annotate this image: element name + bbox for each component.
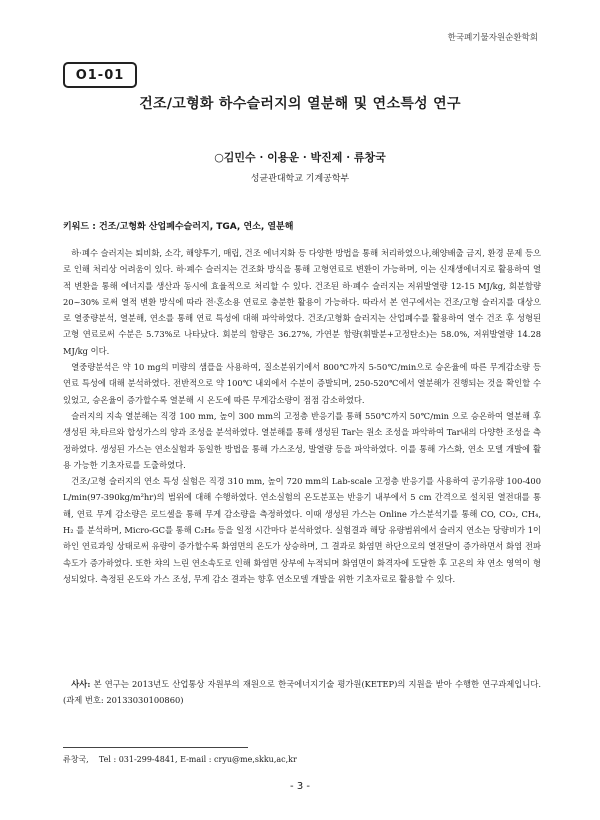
paragraph: 열중량분석은 약 10 mg의 미량의 샘플을 사용하여, 질소분위기에서 800℃까지 5-50℃/min으로 승온율에 따른 무게감소량 등 연료 특성에 대해 분석하였다. 전반적으로 약 100℃ 내외에서 수분이 증발되며, 250-520℃에서 열분해가 진행되는 것을 확인할 수 있었고, 승온율이 증가할수록 열분해 시 온도에 따른 무게감소량이 점점 감소하였다. [63, 362, 541, 405]
keywords: 키워드 : 건조/고형화 산업폐수슬러지, TGA, 연소, 열분해 [63, 222, 294, 232]
affiliation: 성균관대학교 기계공학부 [250, 174, 350, 184]
society-name: 한국폐기물자원순환학회 [447, 33, 538, 43]
corresponding-author-footnote: 류창국, Tel : 031-299-4841, E-mail : cryu@me,skku,ac,kr [63, 755, 297, 764]
paragraph: 하·폐수 슬러지는 퇴비화, 소각, 해양투기, 매립, 건조 에너지화 등 다양한 방법을 통해 처리하였으나,해양배출 금지, 환경 문제 등으로 인해 처리상 어려움이 있다. 하·폐수 슬러지는 건조화 방식을 통해 고형연료로 변환이 가능하며, 이는 신재생에너지로 활용하여 열적 변환을 통해 에너지를 생산과 동시에 효율적으로 처리할 수 있다. 건조된 하·폐수 슬러지는 저위발열량 12-15 MJ/kg, 회분함량 20~30% 로써 열적 변환 방식에 따라 전·혼소용 연료로 충분한 활용이 가능하다. 따라서 본 연구에서는 건조/고형 슬러지를 대상으로 열중량분석, 열분해, 연소를 통해 연료 특성에 대해 파악하였다. 건조/고형화 슬러지는 산업폐수를 활용하여 열수 건조 후 성형된 고형 연료로써 수분은 5.73%로 나타났다. 회분의 함량은 36.27%, 가연분 함량(휘발분+고정탄소)는 58.0%, 저위발열량 14.28 MJ/kg 이다. [63, 248, 541, 356]
paper-title: 건조/고형화 하수슬러지의 열분해 및 연소특성 연구 [139, 96, 461, 112]
session-id: O1-01 [75, 67, 125, 83]
paragraph: 건조/고형 슬러지의 연소 특성 실험은 직경 310 mm, 높이 720 mm의 Lab-scale 고정층 반응기를 사용하여 공기유량 100-400 L/min(97-390kg/m²hr)의 범위에 대해 수행하였다. 연소실험의 온도분포는 반응기 내부에서 5 cm 간격으로 설치된 열전대를 통해, 연료 무게 감소량은 로드셀을 통해 무게 감소량을 측정하였다. 이때 생성된 가스는 Online 가스분석기를 통해 CO, CO₂, CH₄, H₂ 를 분석하며, Micro-GC를 통해 C₂H₆ 등을 일정 시간마다 분석하였다. 실험결과 해당 유량범위에서 슬러지 연소는 당량비가 1이하인 연료과잉 상태로써 유량이 증가할수록 화염면의 온도가 상승하며, 그 결과로 화염면 하단으로의 열전달이 증가하면서 화염 전파 속도가 증가하였다. 또한 챠의 느린 연소속도로 인해 화염면 상부에 누적되며 화염면이 화격자에 도달한 후 고온의 챠 연소 영역이 형성되었다. 측정된 온도와 가스 조성, 무게 감소 결과는 향후 연소모델 개발을 위한 기초자료로 활용할 수 있다. [63, 476, 541, 584]
footnote-divider [63, 747, 248, 748]
acknowledgement-text: 본 연구는 2013년도 산업통상 자원부의 재원으로 한국에너지기술 평가원(KETEP)의 지원을 받아 수행한 연구과제입니다. (과제 번호: 20133030100860) [63, 679, 541, 706]
acknowledgement [63, 676, 541, 709]
acknowledgement-label: 사사: [71, 679, 91, 689]
paragraph: 슬러지의 지속 열분해는 직경 100 mm, 높이 300 mm의 고정층 반응기를 통해 550℃까지 50℃/min 으로 승온하여 열분해 후 생성된 챠,타르와 합성가스의 양과 조성을 분석하였다. 열분해를 통해 생성된 Tar는 원소 조성을 파악하여 Tar내의 다양한 조성을 측정하였다. 생성된 가스는 연소실험과 동일한 방법을 통해 가스조성, 발열량 등을 파악하였다. 이를 통해 가스화, 연소 모델 개발에 활용 가능한 기초자료를 도출하였다. [63, 410, 541, 470]
session-id-badge [63, 62, 137, 88]
authors: ○김민수 · 이용운 · 박진제 · 류창국 [214, 151, 386, 164]
abstract-body [63, 245, 541, 587]
page-number: - 3 - [290, 781, 310, 792]
